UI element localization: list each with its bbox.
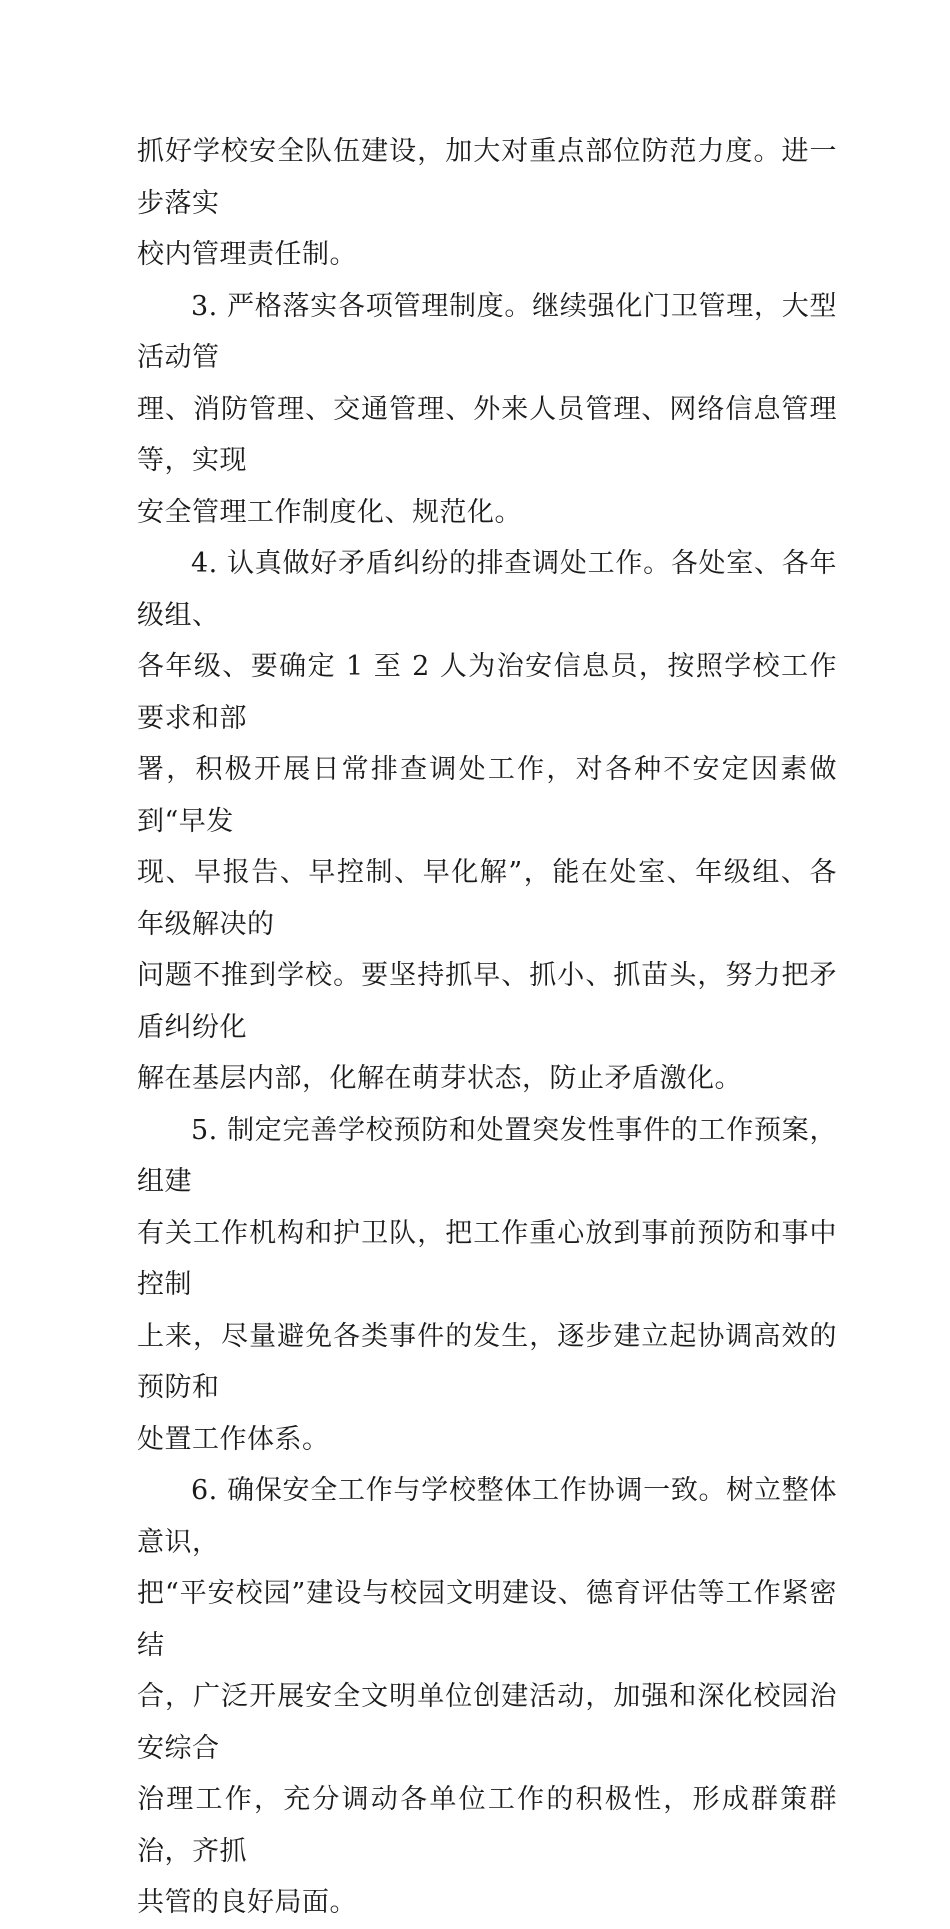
paragraph-continuation: 抓好学校安全队伍建设，加大对重点部位防范力度。进一步落实 校内管理责任制。 <box>137 136 837 270</box>
paragraph-item-5: 5. 制定完善学校预防和处置突发性事件的工作预案，组建 有关工作机构和护卫队，把工作重心放到事前预防和事中控制 上来，尽量避免各类事件的发生，逐步建立起协调高效的预防和 处置工作体系。 <box>137 1114 837 1455</box>
document-body <box>137 126 837 1929</box>
paragraph-item-4: 4. 认真做好矛盾纠纷的排查调处工作。各处室、各年级组、 各年级、要确定 1 至 2 人为治安信息员，按照学校工作要求和部 署，积极开展日常排查调处工作，对各种不安定因素做到“早发 现、早报告、早控制、早化解”，能在处室、年级组、各年级解决的 问题不推到学校。要坚持抓早、抓小、抓苗头，努力把矛盾纠纷化 解在基层内部，化解在萌芽状态，防止矛盾激化。 <box>137 548 837 1094</box>
paragraph-item-3: 3. 严格落实各项管理制度。继续强化门卫管理，大型活动管 理、消防管理、交通管理、外来人员管理、网络信息管理等，实现 安全管理工作制度化、规范化。 <box>137 290 837 528</box>
paragraph-item-6: 6. 确保安全工作与学校整体工作协调一致。树立整体意识， 把“平安校园”建设与校园文明建设、德育评估等工作紧密结 合，广泛开展安全文明单位创建活动，加强和深化校园治安综合 治理工作，充分调动各单位工作的积极性，形成群策群治，齐抓 共管的良好局面。 <box>137 1475 837 1918</box>
